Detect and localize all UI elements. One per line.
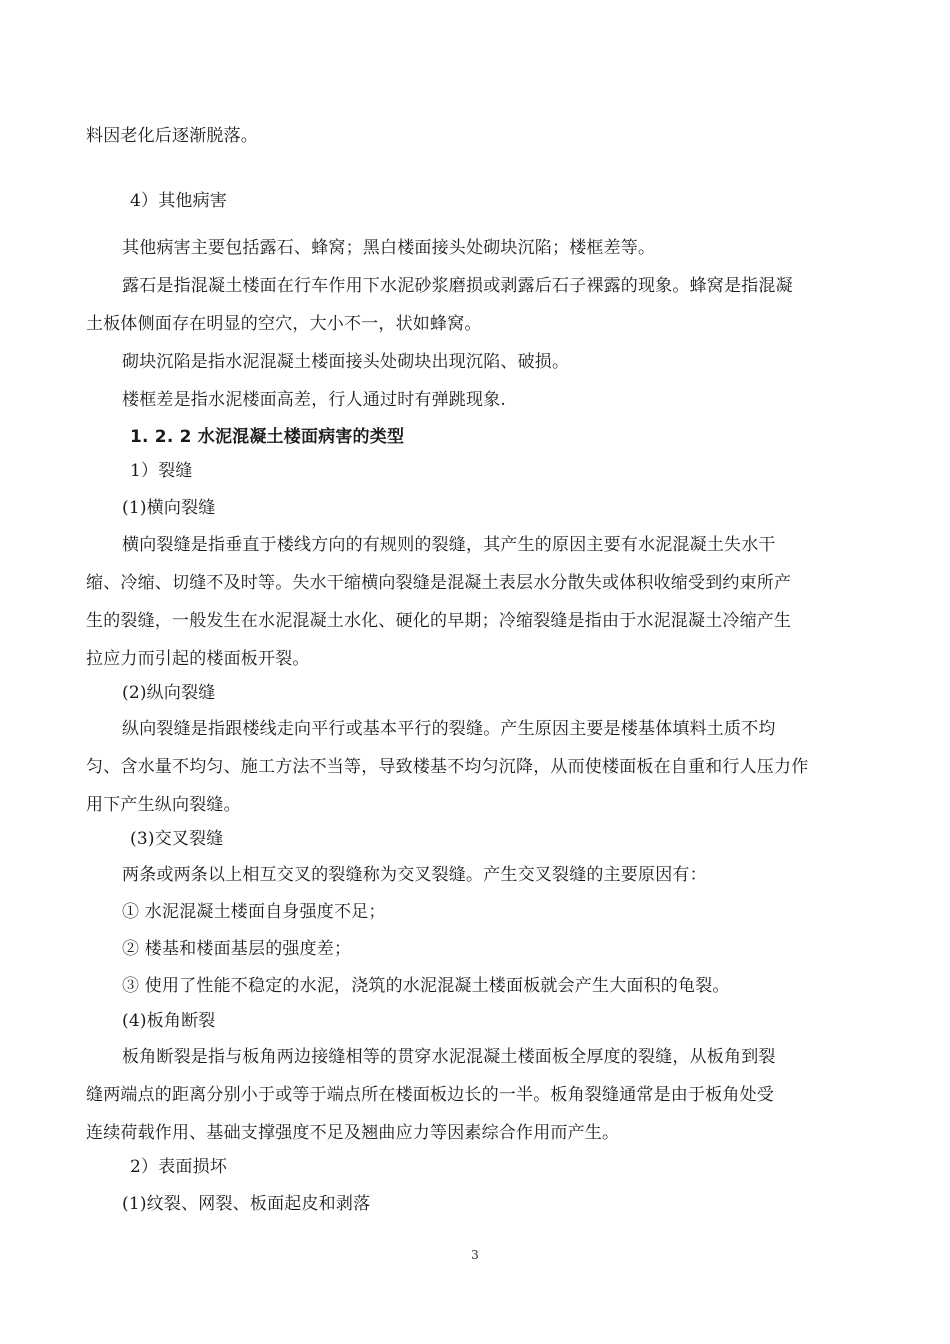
- paragraph-line: 缩、冷缩、切缝不及时等。失水干缩横向裂缝是混凝土表层水分散失或体积收缩受到约束所产: [86, 573, 792, 593]
- item-heading: (1)横向裂缝: [122, 498, 216, 518]
- paragraph-line: 露石是指混凝土楼面在行车作用下水泥砂浆磨损或剥露后石子裸露的现象。蜂窝是指混凝: [122, 276, 793, 296]
- paragraph-line: 连续荷载作用、基础支撑强度不足及翘曲应力等因素综合作用而产生。: [86, 1123, 620, 1143]
- section-heading: 1）裂缝: [130, 461, 193, 481]
- subsection-heading: 1. 2. 2 水泥混凝土楼面病害的类型: [130, 427, 405, 447]
- paragraph-line: 横向裂缝是指垂直于楼线方向的有规则的裂缝，其产生的原因主要有水泥混凝土失水干: [122, 535, 776, 555]
- section-heading: 4）其他病害: [130, 191, 228, 211]
- item-heading: (1)纹裂、网裂、板面起皮和剥落: [122, 1194, 371, 1214]
- list-item: ② 楼基和楼面基层的强度差；: [122, 939, 352, 959]
- section-heading: 2）表面损坏: [130, 1157, 228, 1177]
- paragraph-line: 土板体侧面存在明显的空穴，大小不一，状如蜂窝。: [86, 314, 482, 334]
- list-item: ① 水泥混凝土楼面自身强度不足；: [122, 902, 386, 922]
- paragraph-line: 砌块沉陷是指水泥混凝土楼面接头处砌块出现沉陷、破损。: [122, 352, 570, 372]
- paragraph-line: 两条或两条以上相互交叉的裂缝称为交叉裂缝。产生交叉裂缝的主要原因有：: [122, 865, 707, 885]
- page-number: 3: [471, 1248, 479, 1262]
- paragraph-line: 拉应力而引起的楼面板开裂。: [86, 649, 310, 669]
- item-heading: (4)板角断裂: [122, 1011, 216, 1031]
- item-heading: (3)交叉裂缝: [130, 829, 224, 849]
- paragraph-line: 楼框差是指水泥楼面高差，行人通过时有弹跳现象.: [122, 390, 507, 410]
- paragraph-line: 纵向裂缝是指跟楼线走向平行或基本平行的裂缝。产生原因主要是楼基体填料土质不均: [122, 719, 776, 739]
- paragraph-line: 料因老化后逐渐脱落。: [86, 126, 258, 146]
- paragraph-line: 板角断裂是指与板角两边接缝相等的贯穿水泥混凝土楼面板全厚度的裂缝，从板角到裂: [122, 1047, 776, 1067]
- paragraph-line: 用下产生纵向裂缝。: [86, 795, 241, 815]
- paragraph-line: 匀、含水量不均匀、施工方法不当等，导致楼基不均匀沉降，从而使楼面板在自重和行人压力作: [86, 757, 809, 777]
- paragraph-line: 缝两端点的距离分别小于或等于端点所在楼面板边长的一半。板角裂缝通常是由于板角处受: [86, 1085, 774, 1105]
- paragraph-line: 生的裂缝，一般发生在水泥混凝土水化、硬化的早期；冷缩裂缝是指由于水泥混凝土冷缩产生: [86, 611, 792, 631]
- list-item: ③ 使用了性能不稳定的水泥，浇筑的水泥混凝土楼面板就会产生大面积的龟裂。: [122, 976, 730, 996]
- paragraph-line: 其他病害主要包括露石、蜂窝；黑白楼面接头处砌块沉陷；楼框差等。: [122, 238, 656, 258]
- item-heading: (2)纵向裂缝: [122, 683, 216, 703]
